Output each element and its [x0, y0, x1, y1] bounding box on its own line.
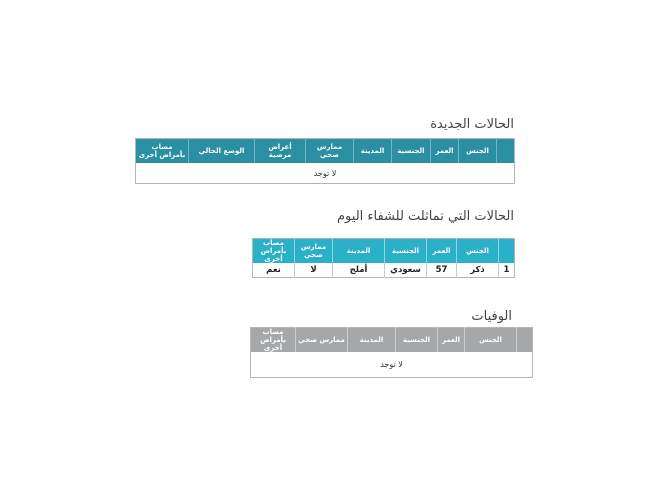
table-header-row	[136, 139, 515, 164]
header-age: العمر	[431, 139, 459, 164]
header-gender: الجنس	[457, 239, 499, 264]
cell-index: 1	[499, 263, 515, 278]
deaths-title: الوفيات	[471, 309, 512, 324]
header-age: العمر	[427, 239, 457, 264]
header-other-diseases: مصاب بأمراض أخرى	[253, 239, 295, 264]
table-row	[253, 263, 515, 278]
header-index	[517, 328, 533, 353]
header-gender: الجنس	[465, 328, 517, 353]
recovered-title: الحالات التي تماثلت للشفاء اليوم	[337, 209, 514, 224]
cell-city: أملج	[333, 263, 385, 278]
header-health-practitioner: ممارس صحي	[296, 328, 348, 353]
table-header-row	[253, 239, 515, 264]
new-cases-title: الحالات الجديدة	[430, 117, 514, 132]
header-nationality: الجنسية	[385, 239, 427, 264]
header-health-practitioner: ممارس صحي	[295, 239, 333, 264]
header-symptoms: أعراض مرضية	[255, 139, 306, 164]
header-city: المدينة	[354, 139, 392, 164]
cell-nationality: سعودي	[385, 263, 427, 278]
header-nationality: الجنسية	[392, 139, 431, 164]
table-header-row	[251, 328, 533, 353]
header-health-practitioner: ممارس صحي	[306, 139, 354, 164]
header-current-status: الوضع الحالي	[189, 139, 255, 164]
header-index	[499, 239, 515, 264]
table-row	[136, 163, 515, 184]
header-gender: الجنس	[459, 139, 497, 164]
header-age: العمر	[438, 328, 465, 353]
header-index	[497, 139, 515, 164]
deaths-table	[250, 327, 533, 378]
table-row	[251, 352, 533, 378]
header-city: المدينة	[333, 239, 385, 264]
empty-message: لا توجد	[313, 168, 337, 178]
header-city: المدينة	[348, 328, 396, 353]
header-other-diseases: مصاب بأمراض أخرى	[136, 139, 189, 164]
cell-other-diseases: نعم	[266, 265, 281, 276]
recovered-table	[252, 238, 515, 278]
header-nationality: الجنسية	[396, 328, 438, 353]
empty-message: لا توجد	[380, 360, 403, 370]
cell-health-practitioner: لا	[295, 263, 333, 278]
cell-gender: ذكر	[457, 263, 499, 278]
new-cases-table	[135, 138, 515, 184]
cell-age: 57	[427, 263, 457, 278]
header-other-diseases: مصاب بأمراض أخرى	[251, 328, 296, 353]
